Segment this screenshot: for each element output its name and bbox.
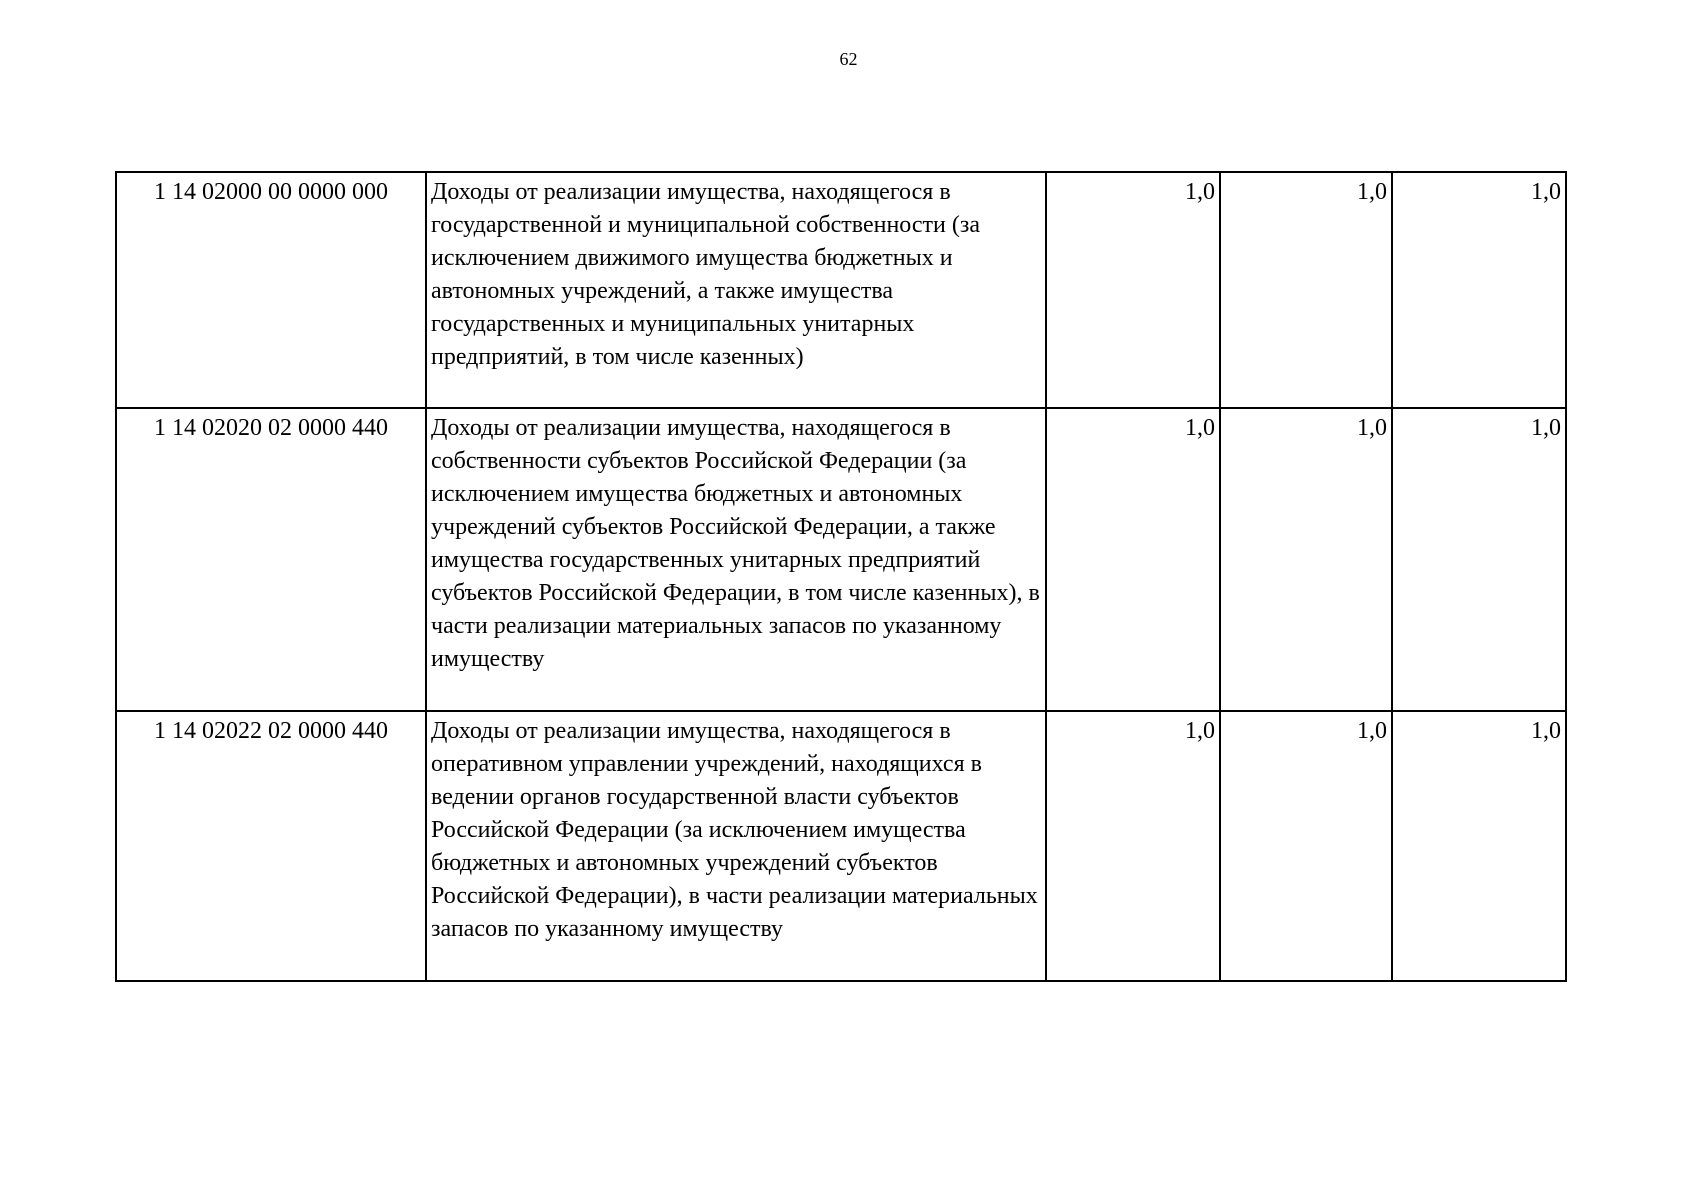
table-row xyxy=(116,172,1566,408)
value-cell-year-1: 1,0 xyxy=(1046,711,1220,981)
revenue-name-cell: Доходы от реализации имущества, находящегося в государственной и муниципальной собственности (за исключением движимого имущества бюджетных и автономных учреждений, а также имущества государственных и муниципальных унитарных предприятий, в том числе казенных) xyxy=(426,172,1046,408)
revenue-table xyxy=(115,171,1567,982)
value-cell-year-1: 1,0 xyxy=(1046,408,1220,711)
table-row xyxy=(116,408,1566,711)
revenue-code-cell: 1 14 02000 00 0000 000 xyxy=(116,172,426,408)
revenue-code-cell: 1 14 02020 02 0000 440 xyxy=(116,408,426,711)
revenue-code-cell: 1 14 02022 02 0000 440 xyxy=(116,711,426,981)
table-row xyxy=(116,711,1566,981)
revenue-name-cell: Доходы от реализации имущества, находящегося в собственности субъектов Российской Федерации (за исключением имущества бюджетных и автономных учреждений субъектов Российской Федерации, а также имущества государственных унитарных предприятий субъектов Российской Федерации, в том числе казенных), в части реализации материальных запасов по указанному имуществу xyxy=(426,408,1046,711)
value-cell-year-2: 1,0 xyxy=(1220,408,1392,711)
value-cell-year-2: 1,0 xyxy=(1220,711,1392,981)
value-cell-year-3: 1,0 xyxy=(1392,711,1566,981)
value-cell-year-2: 1,0 xyxy=(1220,172,1392,408)
value-cell-year-3: 1,0 xyxy=(1392,172,1566,408)
page-number: 62 xyxy=(839,49,858,69)
value-cell-year-1: 1,0 xyxy=(1046,172,1220,408)
value-cell-year-3: 1,0 xyxy=(1392,408,1566,711)
revenue-name-cell: Доходы от реализации имущества, находящегося в оперативном управлении учреждений, находящихся в ведении органов государственной власти субъектов Российской Федерации (за исключением имущества бюджетных и автономных учреждений субъектов Российской Федерации), в части реализации материальных запасов по указанному имуществу xyxy=(426,711,1046,981)
